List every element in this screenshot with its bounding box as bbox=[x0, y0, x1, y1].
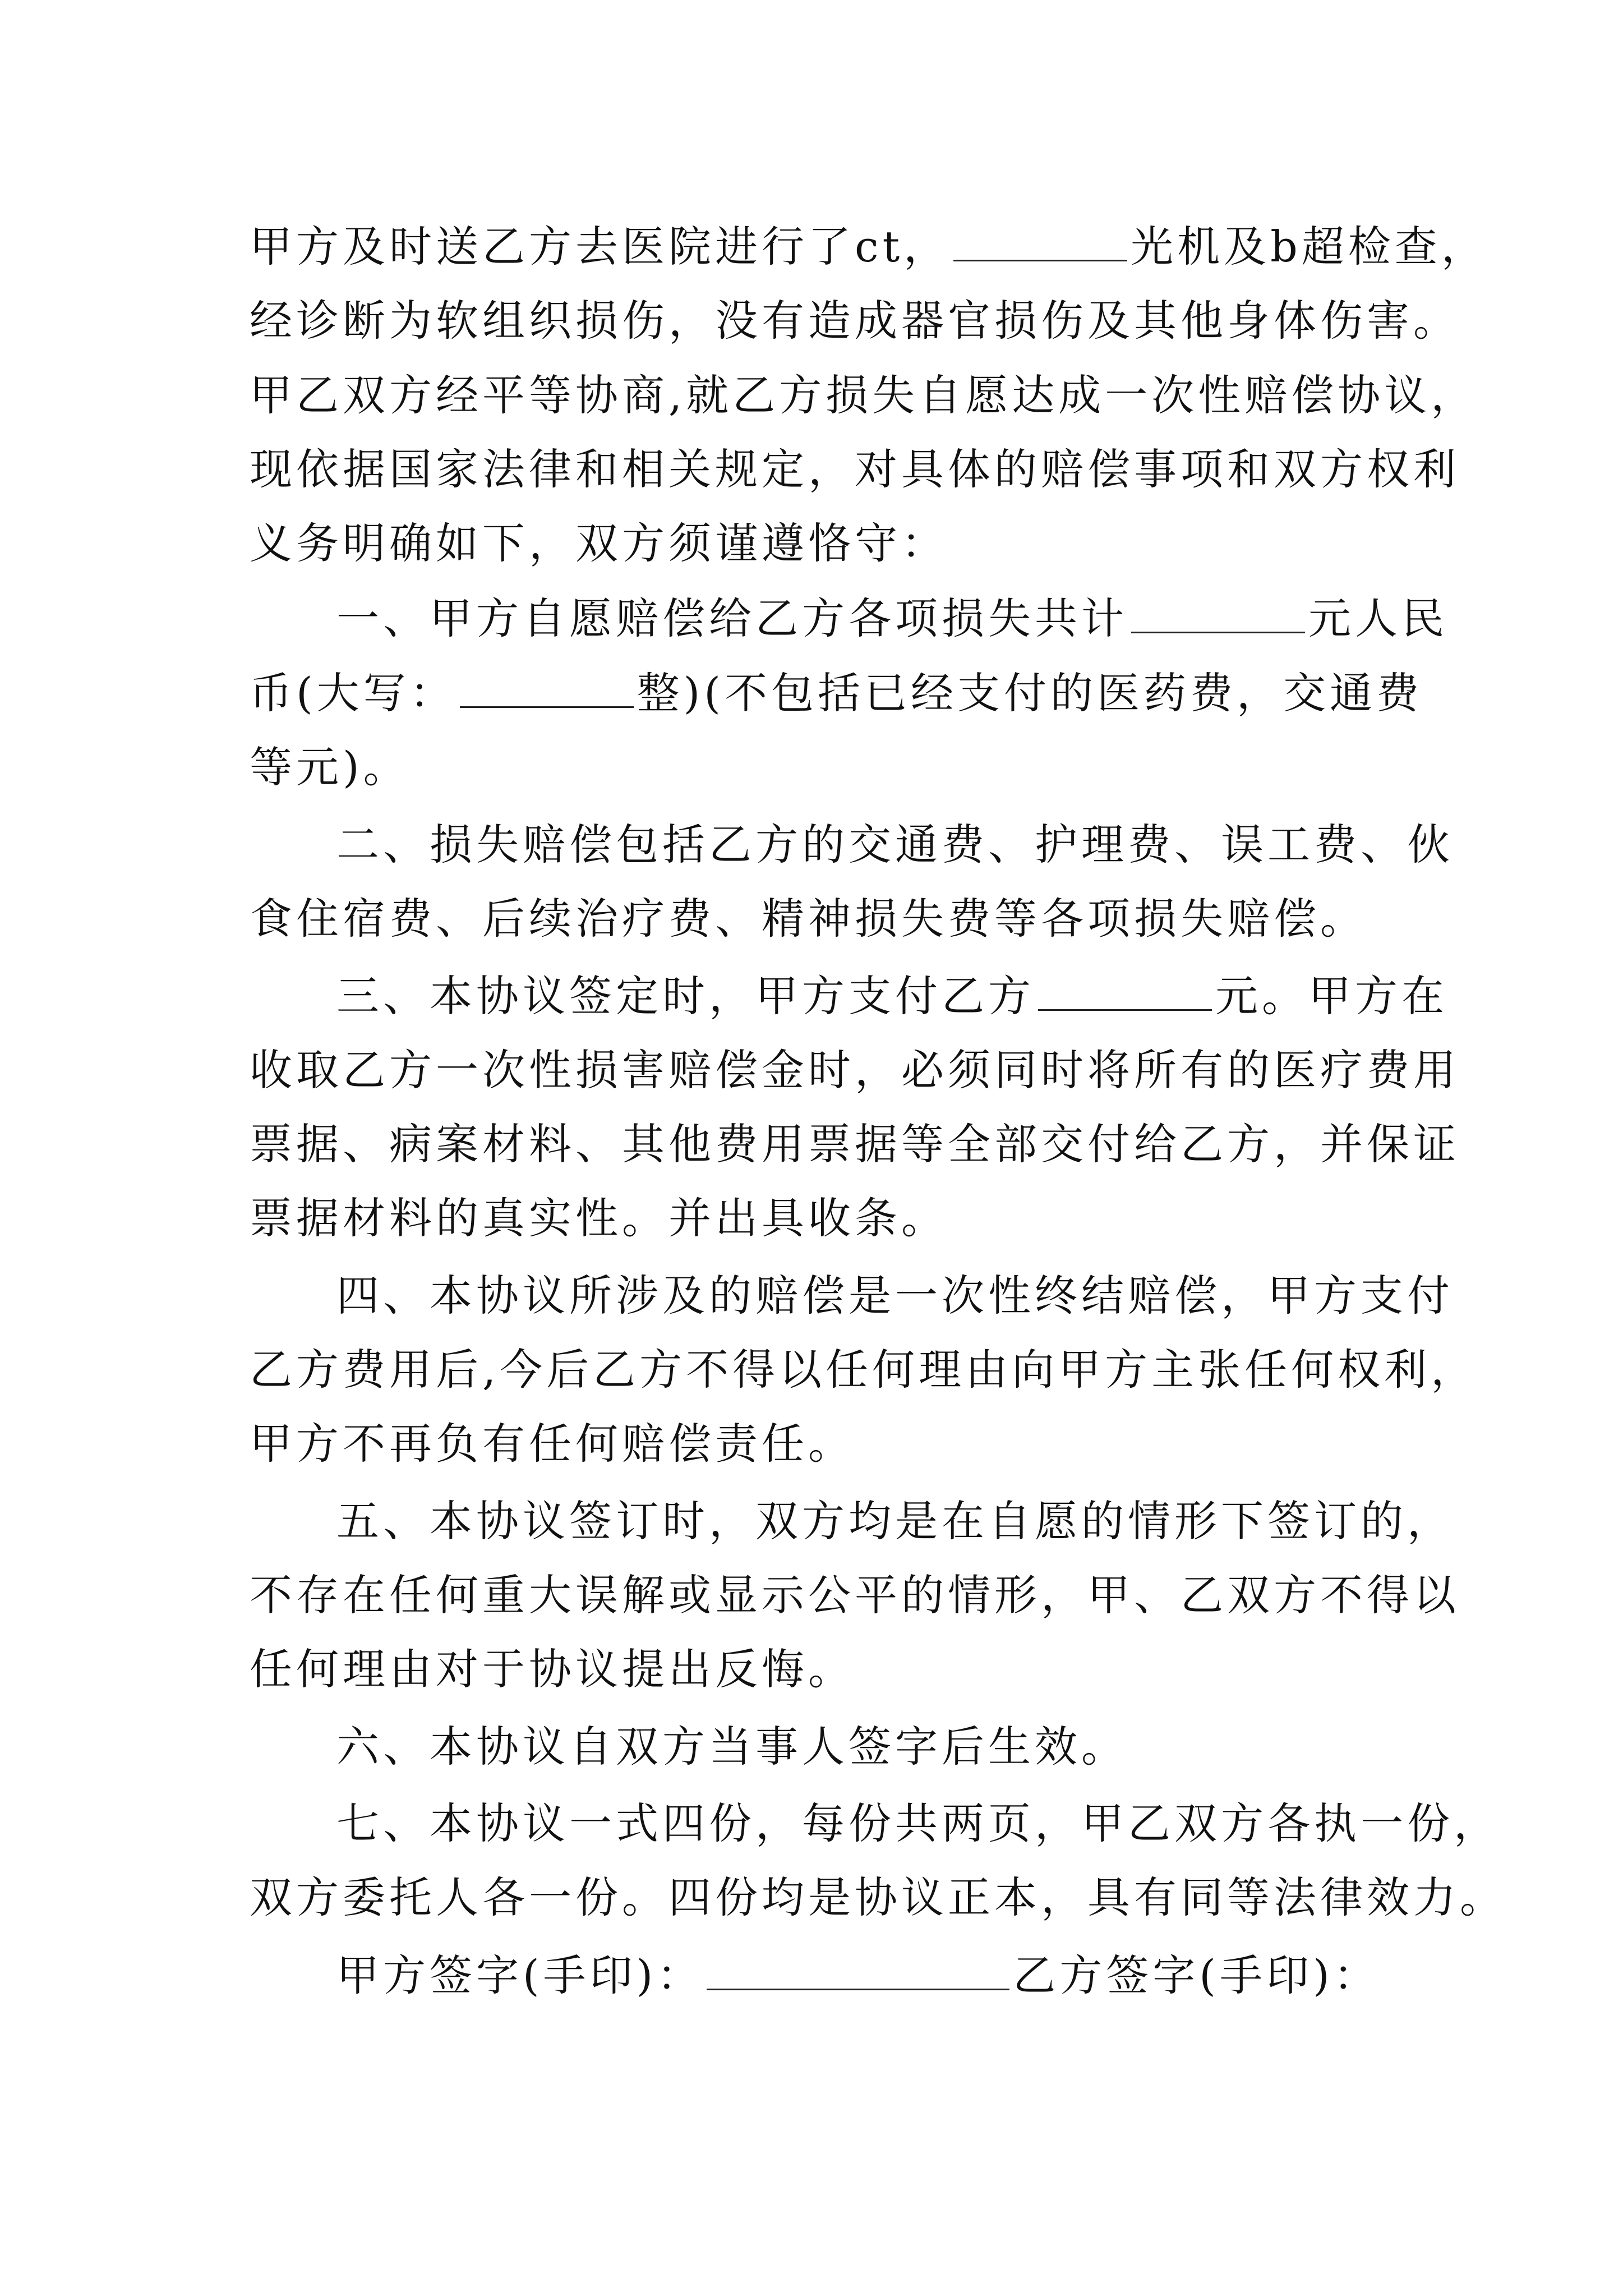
clause-4: 四、本协议所涉及的赔偿是一次性终结赔偿，甲方支付 bbox=[336, 1271, 1454, 1320]
text-line: 甲方不再负有任何赔偿责任。 bbox=[250, 1419, 855, 1469]
text-segment: 币(大写： bbox=[250, 668, 457, 718]
signature-line bbox=[336, 1948, 1380, 2004]
text-line: 收取乙方一次性损害赔偿金时，必须同时将所有的医疗费用 bbox=[250, 1045, 1460, 1095]
text-line: 甲乙双方经平等协商,就乙方损失自愿达成一次性赔偿协议， bbox=[250, 370, 1478, 420]
text-segment: 甲方及时送乙方去医院进行了ct， bbox=[250, 222, 951, 272]
party-b-signature-label: 乙方签字(手印)： bbox=[1013, 1950, 1380, 2000]
clause-6: 六、本协议自双方当事人签字后生效。 bbox=[336, 1722, 1128, 1772]
text-line: 现依据国家法律和相关规定，对具体的赔偿事项和双方权利 bbox=[250, 444, 1460, 494]
signature-blank bbox=[707, 1955, 1009, 1990]
blank-field bbox=[1131, 598, 1305, 633]
text-line: 任何理由对于协议提出反悔。 bbox=[250, 1644, 855, 1694]
text-line: 票据材料的真实性。并出具收条。 bbox=[250, 1193, 948, 1243]
clause-2: 二、损失赔偿包括乙方的交通费、护理费、误工费、伙 bbox=[336, 820, 1454, 869]
text-segment: 元。甲方在 bbox=[1215, 971, 1448, 1021]
text-segment: 元人民 bbox=[1308, 593, 1448, 643]
text-line: 食住宿费、后续治疗费、精神损失费等各项损失赔偿。 bbox=[250, 894, 1367, 944]
text-line: 票据、病案材料、其他费用票据等全部交付给乙方，并保证 bbox=[250, 1119, 1460, 1169]
blank-field bbox=[1038, 976, 1212, 1011]
text-line: 等元)。 bbox=[250, 742, 410, 792]
text-line: 双方委托人各一份。四份均是协议正本，具有同等法律效力。 bbox=[250, 1872, 1506, 1922]
clause-3 bbox=[336, 968, 1448, 1024]
text-line: 不存在任何重大误解或显示公平的情形，甲、乙双方不得以 bbox=[250, 1570, 1460, 1620]
party-a-signature-label: 甲方签字(手印)： bbox=[336, 1950, 704, 2000]
text-line: 义务明确如下，双方须谨遵恪守： bbox=[250, 518, 948, 568]
text-segment: 光机及b超检查， bbox=[1131, 222, 1488, 272]
text-line: 乙方费用后,今后乙方不得以任何理由向甲方主张任何权利， bbox=[250, 1345, 1478, 1395]
clause-7: 七、本协议一式四份，每份共两页，甲乙双方各执一份， bbox=[336, 1798, 1500, 1848]
text-line bbox=[250, 219, 1488, 275]
text-line bbox=[250, 665, 1423, 721]
clause-1 bbox=[336, 591, 1448, 647]
clause-5: 五、本协议签订时，双方均是在自愿的情形下签订的， bbox=[336, 1496, 1454, 1546]
text-line: 经诊断为软组织损伤，没有造成器官损伤及其他身体伤害。 bbox=[250, 296, 1460, 346]
blank-field bbox=[953, 226, 1127, 261]
text-segment: 整)(不包括已经支付的医药费，交通费 bbox=[637, 668, 1423, 718]
blank-field bbox=[460, 673, 634, 708]
text-segment: 一、甲方自愿赔偿给乙方各项损失共计 bbox=[336, 593, 1128, 643]
text-segment: 三、本协议签定时，甲方支付乙方 bbox=[336, 971, 1035, 1021]
